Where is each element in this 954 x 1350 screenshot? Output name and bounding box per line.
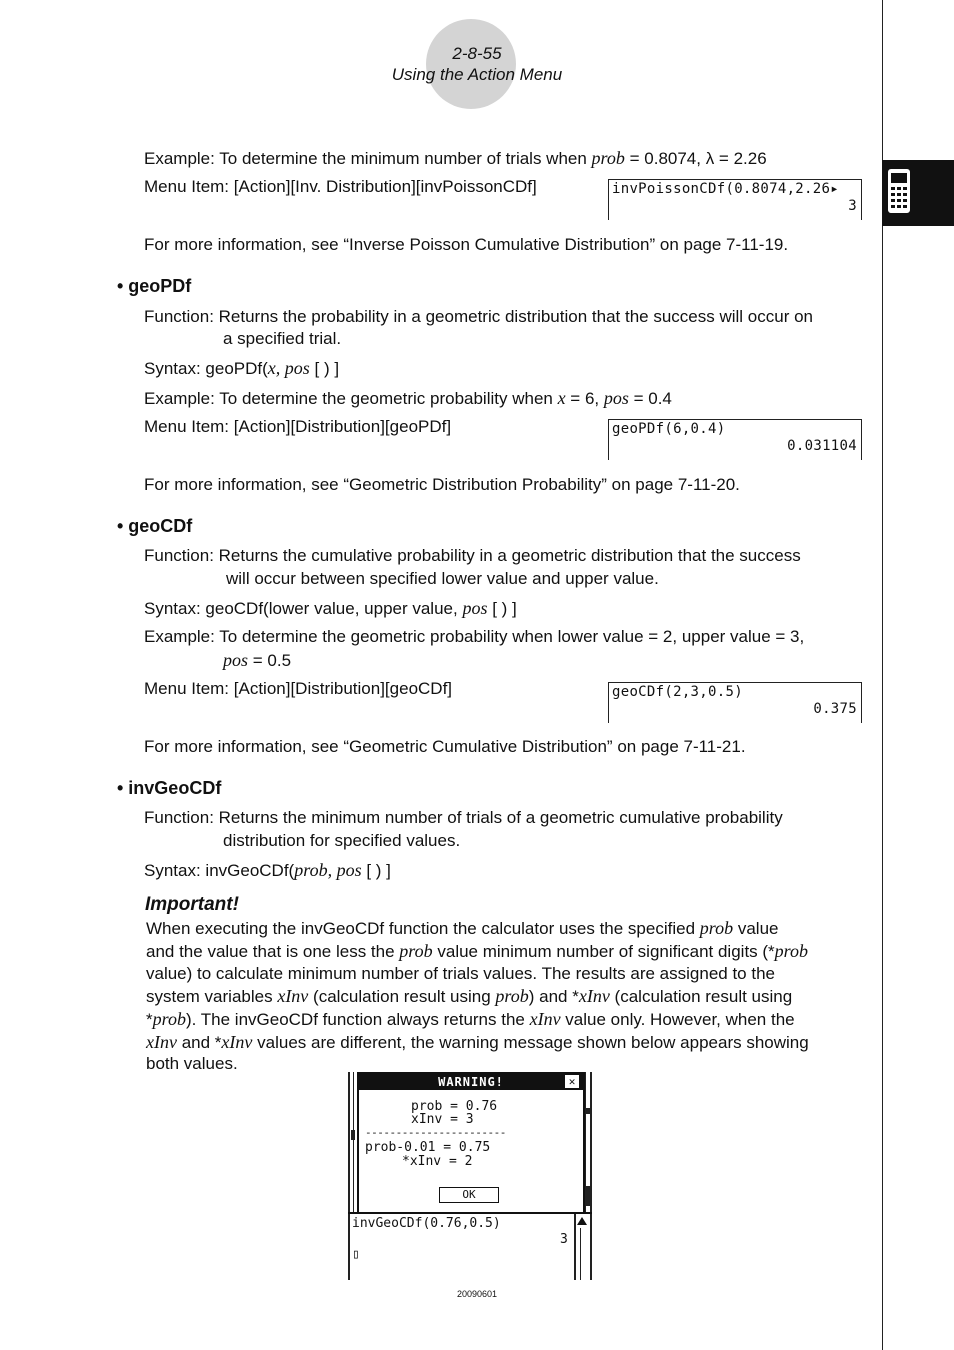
page-number: 2-8-55: [452, 44, 502, 63]
geocdf-example-line1: Example: To determine the geometric probability when lower value = 2, upper value = 3,: [144, 627, 805, 646]
invgeocdf-syntax: Syntax: invGeoCDf(prob, pos [ ) ]: [144, 860, 391, 880]
invgeocdf-function-line1: Function: Returns the minimum number of trials of a geometric cumulative probability: [144, 808, 783, 827]
poisson-example: Example: To determine the minimum number of trials when prob = 0.8074, λ = 2.26: [144, 148, 767, 168]
frame-right: [590, 1072, 592, 1280]
geopdf-function-line2: a specified trial.: [223, 329, 342, 348]
geocdf-function-line2: will occur between specified lower value and upper value.: [226, 569, 659, 588]
geocdf-more-info: For more information, see “Geometric Cumulative Distribution” on page 7-11-21.: [144, 737, 746, 756]
geocdf-function-line1: Function: Returns the cumulative probability in a geometric distribution that the success: [144, 546, 801, 565]
important-line7: both values.: [146, 1054, 238, 1073]
frame-left: [348, 1072, 350, 1280]
cursor-icon: ▯: [352, 1247, 360, 1262]
dialog-divider: -----------------------: [365, 1126, 506, 1139]
screen-output: 0.031104: [787, 438, 857, 454]
invgeocdf-function-line2: distribution for specified values.: [223, 831, 461, 850]
section-title-geopdf: • geoPDf: [117, 276, 192, 296]
work-area-top-rule: [348, 1212, 592, 1214]
frame-left-inner: [353, 1072, 354, 1212]
geopdf-more-info: For more information, see “Geometric Distribution Probability” on page 7-11-20.: [144, 475, 740, 494]
geopdf-function-line1: Function: Returns the probability in a geometric distribution that the success will occur on: [144, 307, 813, 326]
screen-output: 3: [848, 198, 857, 214]
geopdf-menu-item: Menu Item: [Action][Distribution][geoPDf]: [144, 417, 452, 436]
page-subtitle: Using the Action Menu: [391, 65, 563, 84]
important-heading: Important!: [145, 894, 239, 915]
geopdf-syntax: Syntax: geoPDf(x, pos [ ) ]: [144, 358, 340, 378]
important-line5: *prob). The invGeoCDf function always returns the xInv value only. However, when the: [146, 1009, 795, 1029]
screen-output: 0.375: [813, 701, 857, 717]
geocdf-menu-item: Menu Item: [Action][Distribution][geoCDf]: [144, 679, 453, 698]
footer-code: 20090601: [456, 1289, 498, 1299]
dialog-prob-minus-line: prob-0.01 = 0.75: [365, 1140, 491, 1155]
screen-input: invPoissonCDf(0.8074,2.26▸: [612, 181, 839, 197]
work-area-result: 3: [560, 1232, 568, 1247]
important-line1: When executing the invGeoCDf function the calculator uses the specified prob value: [146, 918, 779, 938]
ok-button[interactable]: OK: [439, 1187, 499, 1203]
screen-input: geoCDf(2,3,0.5): [612, 684, 743, 700]
geocdf-syntax: Syntax: geoCDf(lower value, upper value, pos [ ) ]: [144, 598, 517, 618]
dialog-xinv-line: xInv = 3: [411, 1112, 474, 1127]
dialog-title: WARNING!: [438, 1075, 504, 1089]
work-area-expression: invGeoCDf(0.76,0.5): [352, 1216, 501, 1231]
geocdf-screen: [608, 682, 862, 723]
important-line4: system variables xInv (calculation result using prob) and *xInv (calculation result using: [146, 986, 793, 1006]
dialog-prob-line: prob = 0.76: [411, 1099, 498, 1114]
geopdf-example: Example: To determine the geometric probability when x = 6, pos = 0.4: [144, 388, 672, 408]
important-line2: and the value that is one less the prob value minimum number of significant digits (*prob: [146, 941, 809, 961]
close-icon[interactable]: ✕: [565, 1075, 579, 1088]
warning-screenshot: [348, 1072, 592, 1280]
header-circle: [426, 19, 516, 109]
poisson-menu-item: Menu Item: [Action][Inv. Distribution][invPoissonCDf]: [144, 177, 537, 196]
scroll-up-icon[interactable]: [576, 1216, 588, 1226]
frame-mark: [351, 1130, 355, 1140]
geopdf-screen: [608, 419, 862, 460]
important-line6: xInv and *xInv values are different, the warning message shown below appears showing: [146, 1032, 809, 1052]
section-title-invgeocdf: • invGeoCDf: [117, 778, 222, 798]
dialog-star-xinv-line: *xInv = 2: [402, 1154, 473, 1169]
geocdf-example-line2: pos = 0.5: [223, 650, 292, 670]
warning-dialog: [357, 1072, 585, 1214]
scrollbar-thumb-line: [580, 1228, 581, 1280]
calculator-icon: [887, 168, 911, 214]
screen-input: geoPDf(6,0.4): [612, 421, 726, 437]
frame-mark: [586, 1108, 590, 1114]
poisson-screen: [608, 179, 862, 220]
frame-mark: [586, 1186, 590, 1206]
section-title-geocdf: • geoCDf: [117, 516, 193, 536]
important-line3: value) to calculate minimum number of trials values. The results are assigned to the: [146, 964, 775, 983]
poisson-more-info: For more information, see “Inverse Poisson Cumulative Distribution” on page 7-11-19.: [144, 235, 789, 254]
